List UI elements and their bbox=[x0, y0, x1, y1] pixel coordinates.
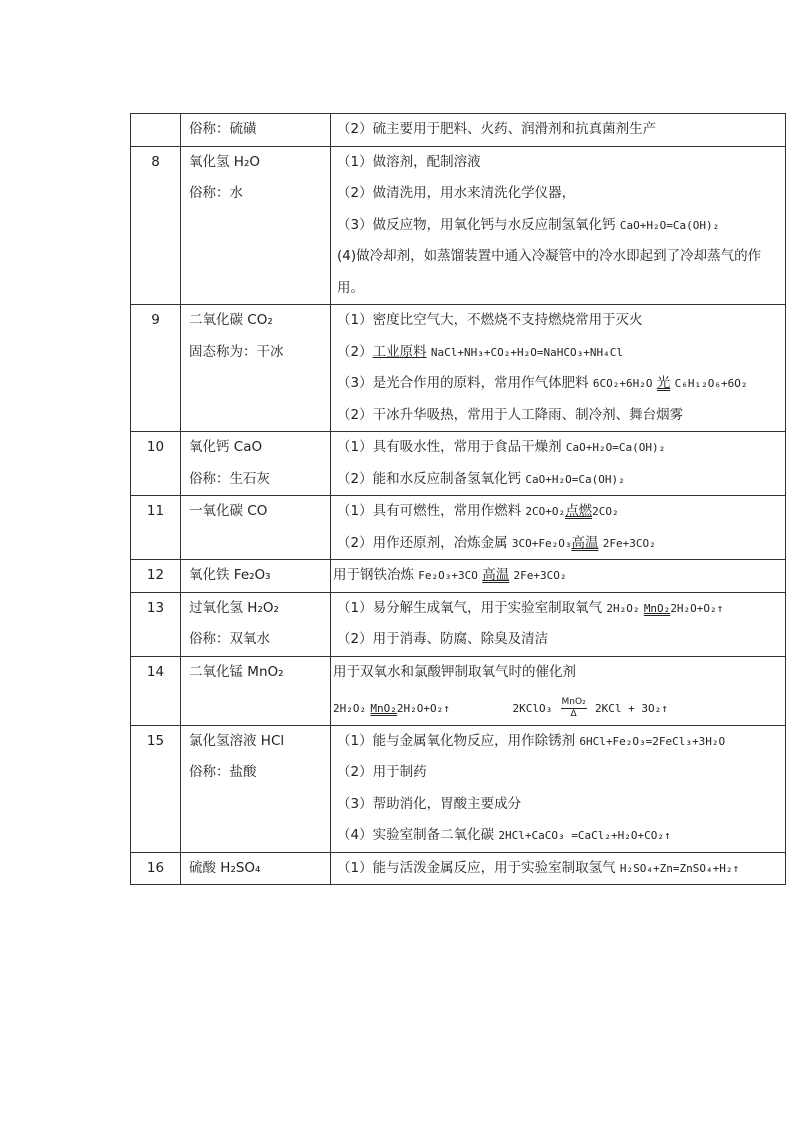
uses-cell bbox=[331, 114, 786, 147]
use-text: （1）能与活泼金属反应，用于实验室制取氢气 bbox=[337, 859, 616, 876]
substance-name: 二氧化锰 MnO₂ bbox=[189, 663, 284, 680]
use-line: 用于双氧水和氯酸钾制取氧气时的催化剂 bbox=[333, 663, 576, 680]
common-name: 俗称：盐酸 bbox=[189, 764, 257, 780]
equation-left: 2KClO₃ bbox=[512, 702, 553, 715]
equation: 6HCl+Fe₂O₃=2FeCl₃+3H₂O bbox=[579, 734, 726, 748]
table-row bbox=[131, 305, 786, 432]
equation: CaO+H₂O=Ca(OH)₂ bbox=[525, 472, 625, 486]
equation-right: C₆H₁₂O₆+6O₂ bbox=[674, 377, 748, 390]
table-row bbox=[131, 114, 786, 147]
use-text: （3）是光合作用的原料，常用作气体肥料 bbox=[337, 375, 589, 391]
equation-left: 6CO₂+6H₂O bbox=[592, 377, 653, 390]
equation-right: 2H₂O+O₂↑ bbox=[396, 702, 450, 715]
use-text: （2）用作还原剂，冶炼金属 bbox=[337, 534, 508, 551]
reaction-condition: 高温 bbox=[482, 567, 510, 583]
substance-name: 氧化铁 Fe₂O₃ bbox=[189, 567, 271, 583]
uses-cell bbox=[331, 146, 786, 305]
substance-name: 氯化氢溶液 HCl bbox=[189, 732, 285, 749]
equation-right: 2Fe+3CO₂ bbox=[602, 536, 656, 550]
use-line: (4)做冷却剂，如蒸馏装置中通入冷凝管中的冷水即起到了冷却蒸气的作用。 bbox=[337, 248, 762, 296]
table-row bbox=[131, 496, 786, 560]
substance-cell bbox=[181, 852, 331, 885]
use-line: （1）做溶剂，配制溶液 bbox=[337, 153, 481, 170]
table-row bbox=[131, 852, 786, 885]
table-row bbox=[131, 725, 786, 852]
substance-name: 氧化氢 H₂O bbox=[189, 153, 260, 170]
use-line: （3）帮助消化，胃酸主要成分 bbox=[337, 795, 522, 812]
reaction-condition: 点燃 bbox=[565, 503, 593, 519]
reaction-condition: MnO₂ bbox=[370, 702, 397, 715]
use-text: （1）具有吸水性，常用于食品干燥剂 bbox=[337, 439, 562, 455]
reaction-condition: MnO₂ bbox=[643, 601, 671, 615]
row-index bbox=[131, 114, 181, 147]
substance-name: 二氧化碳 CO₂ bbox=[189, 312, 273, 328]
common-name: 俗称：水 bbox=[189, 185, 243, 201]
use-line: （2）干冰升华吸热，常用于人工降雨、制冷剂、舞台烟雾 bbox=[337, 406, 684, 423]
equation: CaO+H₂O=Ca(OH)₂ bbox=[565, 441, 666, 454]
use-line bbox=[337, 726, 781, 758]
equation-left: 2H₂O₂ bbox=[333, 702, 367, 715]
table-row bbox=[131, 592, 786, 656]
use-line: （2）硫主要用于肥料、火药、润滑剂和抗真菌剂生产 bbox=[337, 121, 657, 137]
substance-name: 硫酸 H₂SO₄ bbox=[189, 859, 261, 876]
equation: NaCl+NH₃+CO₂+H₂O=NaHCO₃+NH₄Cl bbox=[430, 345, 623, 359]
uses-cell bbox=[331, 496, 786, 560]
substance-cell bbox=[181, 496, 331, 560]
uses-cell bbox=[331, 305, 786, 432]
row-index: 12 bbox=[131, 560, 181, 593]
uses-cell bbox=[331, 852, 786, 885]
equation-left: Fe₂O₃+3CO bbox=[418, 569, 478, 582]
table-row bbox=[131, 656, 786, 725]
substance-cell bbox=[181, 305, 331, 432]
reaction-condition: 高温 bbox=[571, 534, 599, 551]
table-row bbox=[131, 146, 786, 305]
use-line: （1）密度比空气大，不燃烧不支持燃烧常用于灭火 bbox=[337, 312, 643, 328]
use-line bbox=[337, 337, 781, 369]
equation-right: 2KCl + 3O₂↑ bbox=[595, 702, 668, 715]
use-line bbox=[337, 593, 781, 625]
equation-right: 2CO₂ bbox=[592, 505, 619, 518]
equation: CaO+H₂O=Ca(OH)₂ bbox=[619, 218, 720, 232]
equation: 2HCl+CaCO₃ =CaCl₂+H₂O+CO₂↑ bbox=[498, 829, 671, 842]
use-line bbox=[333, 688, 781, 725]
row-index: 15 bbox=[131, 725, 181, 852]
equation-left: 2H₂O₂ bbox=[606, 601, 640, 615]
row-index: 8 bbox=[131, 146, 181, 305]
row-index: 11 bbox=[131, 496, 181, 560]
substance-cell bbox=[181, 592, 331, 656]
use-text: （4）实验室制备二氧化碳 bbox=[337, 827, 495, 843]
substance-cell bbox=[181, 146, 331, 305]
use-text: （3）做反应物，用氧化钙与水反应制氢氧化钙 bbox=[337, 216, 616, 233]
common-name: 俗称：生石灰 bbox=[189, 470, 270, 487]
uses-cell bbox=[331, 656, 786, 725]
use-text: （2） bbox=[337, 343, 373, 360]
use-line bbox=[337, 820, 781, 852]
uses-cell bbox=[331, 725, 786, 852]
substance-name: 一氧化碳 CO bbox=[189, 503, 268, 519]
table-row bbox=[131, 560, 786, 593]
chemistry-table bbox=[130, 113, 786, 885]
row-index: 16 bbox=[131, 852, 181, 885]
equation-right: 2H₂O+O₂↑ bbox=[670, 601, 724, 615]
use-line bbox=[337, 496, 781, 528]
substance-name: 过氧化氢 H₂O₂ bbox=[189, 599, 279, 616]
use-text: 用于钢铁冶炼 bbox=[333, 567, 414, 583]
use-line: （2）做清洗用，用水来清洗化学仪器， bbox=[337, 185, 576, 201]
reaction-condition: 光 bbox=[656, 375, 671, 391]
use-text: （2）能和水反应制备氢氧化钙 bbox=[337, 470, 522, 487]
use-text-underlined: 工业原料 bbox=[372, 343, 427, 360]
heat-symbol: Δ bbox=[570, 708, 577, 719]
substance-cell bbox=[181, 725, 331, 852]
table-row bbox=[131, 432, 786, 496]
uses-cell bbox=[331, 560, 786, 593]
uses-cell bbox=[331, 592, 786, 656]
common-name: 固态称为：干冰 bbox=[189, 343, 284, 360]
row-index: 14 bbox=[131, 656, 181, 725]
use-line bbox=[337, 528, 781, 560]
substance-cell bbox=[181, 432, 331, 496]
use-line bbox=[337, 210, 781, 242]
equation-right: 2Fe+3CO₂ bbox=[513, 569, 567, 582]
row-index: 9 bbox=[131, 305, 181, 432]
catalyst-label: MnO₂ bbox=[561, 696, 586, 707]
use-line bbox=[337, 432, 781, 464]
row-index: 13 bbox=[131, 592, 181, 656]
use-line bbox=[337, 368, 781, 400]
use-line: （2）用于消毒、防腐、除臭及清洁 bbox=[337, 631, 549, 647]
equation: H₂SO₄+Zn=ZnSO₄+H₂↑ bbox=[619, 861, 740, 875]
use-text: （1）易分解生成氧气，用于实验室制取氧气 bbox=[337, 599, 603, 616]
use-line bbox=[337, 464, 781, 496]
use-text: （1）具有可燃性，常用作燃料 bbox=[337, 503, 522, 519]
substance-cell bbox=[181, 656, 331, 725]
row-index: 10 bbox=[131, 432, 181, 496]
common-name: 俗称：硫磺 bbox=[189, 121, 257, 137]
uses-cell bbox=[331, 432, 786, 496]
substance-cell bbox=[181, 114, 331, 147]
use-text: （1）能与金属氧化物反应，用作除锈剂 bbox=[337, 732, 576, 749]
substance-name: 氧化钙 CaO bbox=[189, 439, 263, 455]
use-line: （2）用于制药 bbox=[337, 764, 427, 780]
use-line bbox=[333, 560, 781, 592]
equation-left: 2CO+O₂ bbox=[525, 505, 566, 518]
reaction-condition-fraction bbox=[561, 697, 587, 720]
use-line bbox=[337, 853, 781, 885]
equation-left: 3CO+Fe₂O₃ bbox=[511, 536, 572, 550]
substance-cell bbox=[181, 560, 331, 593]
common-name: 俗称：双氧水 bbox=[189, 631, 270, 647]
